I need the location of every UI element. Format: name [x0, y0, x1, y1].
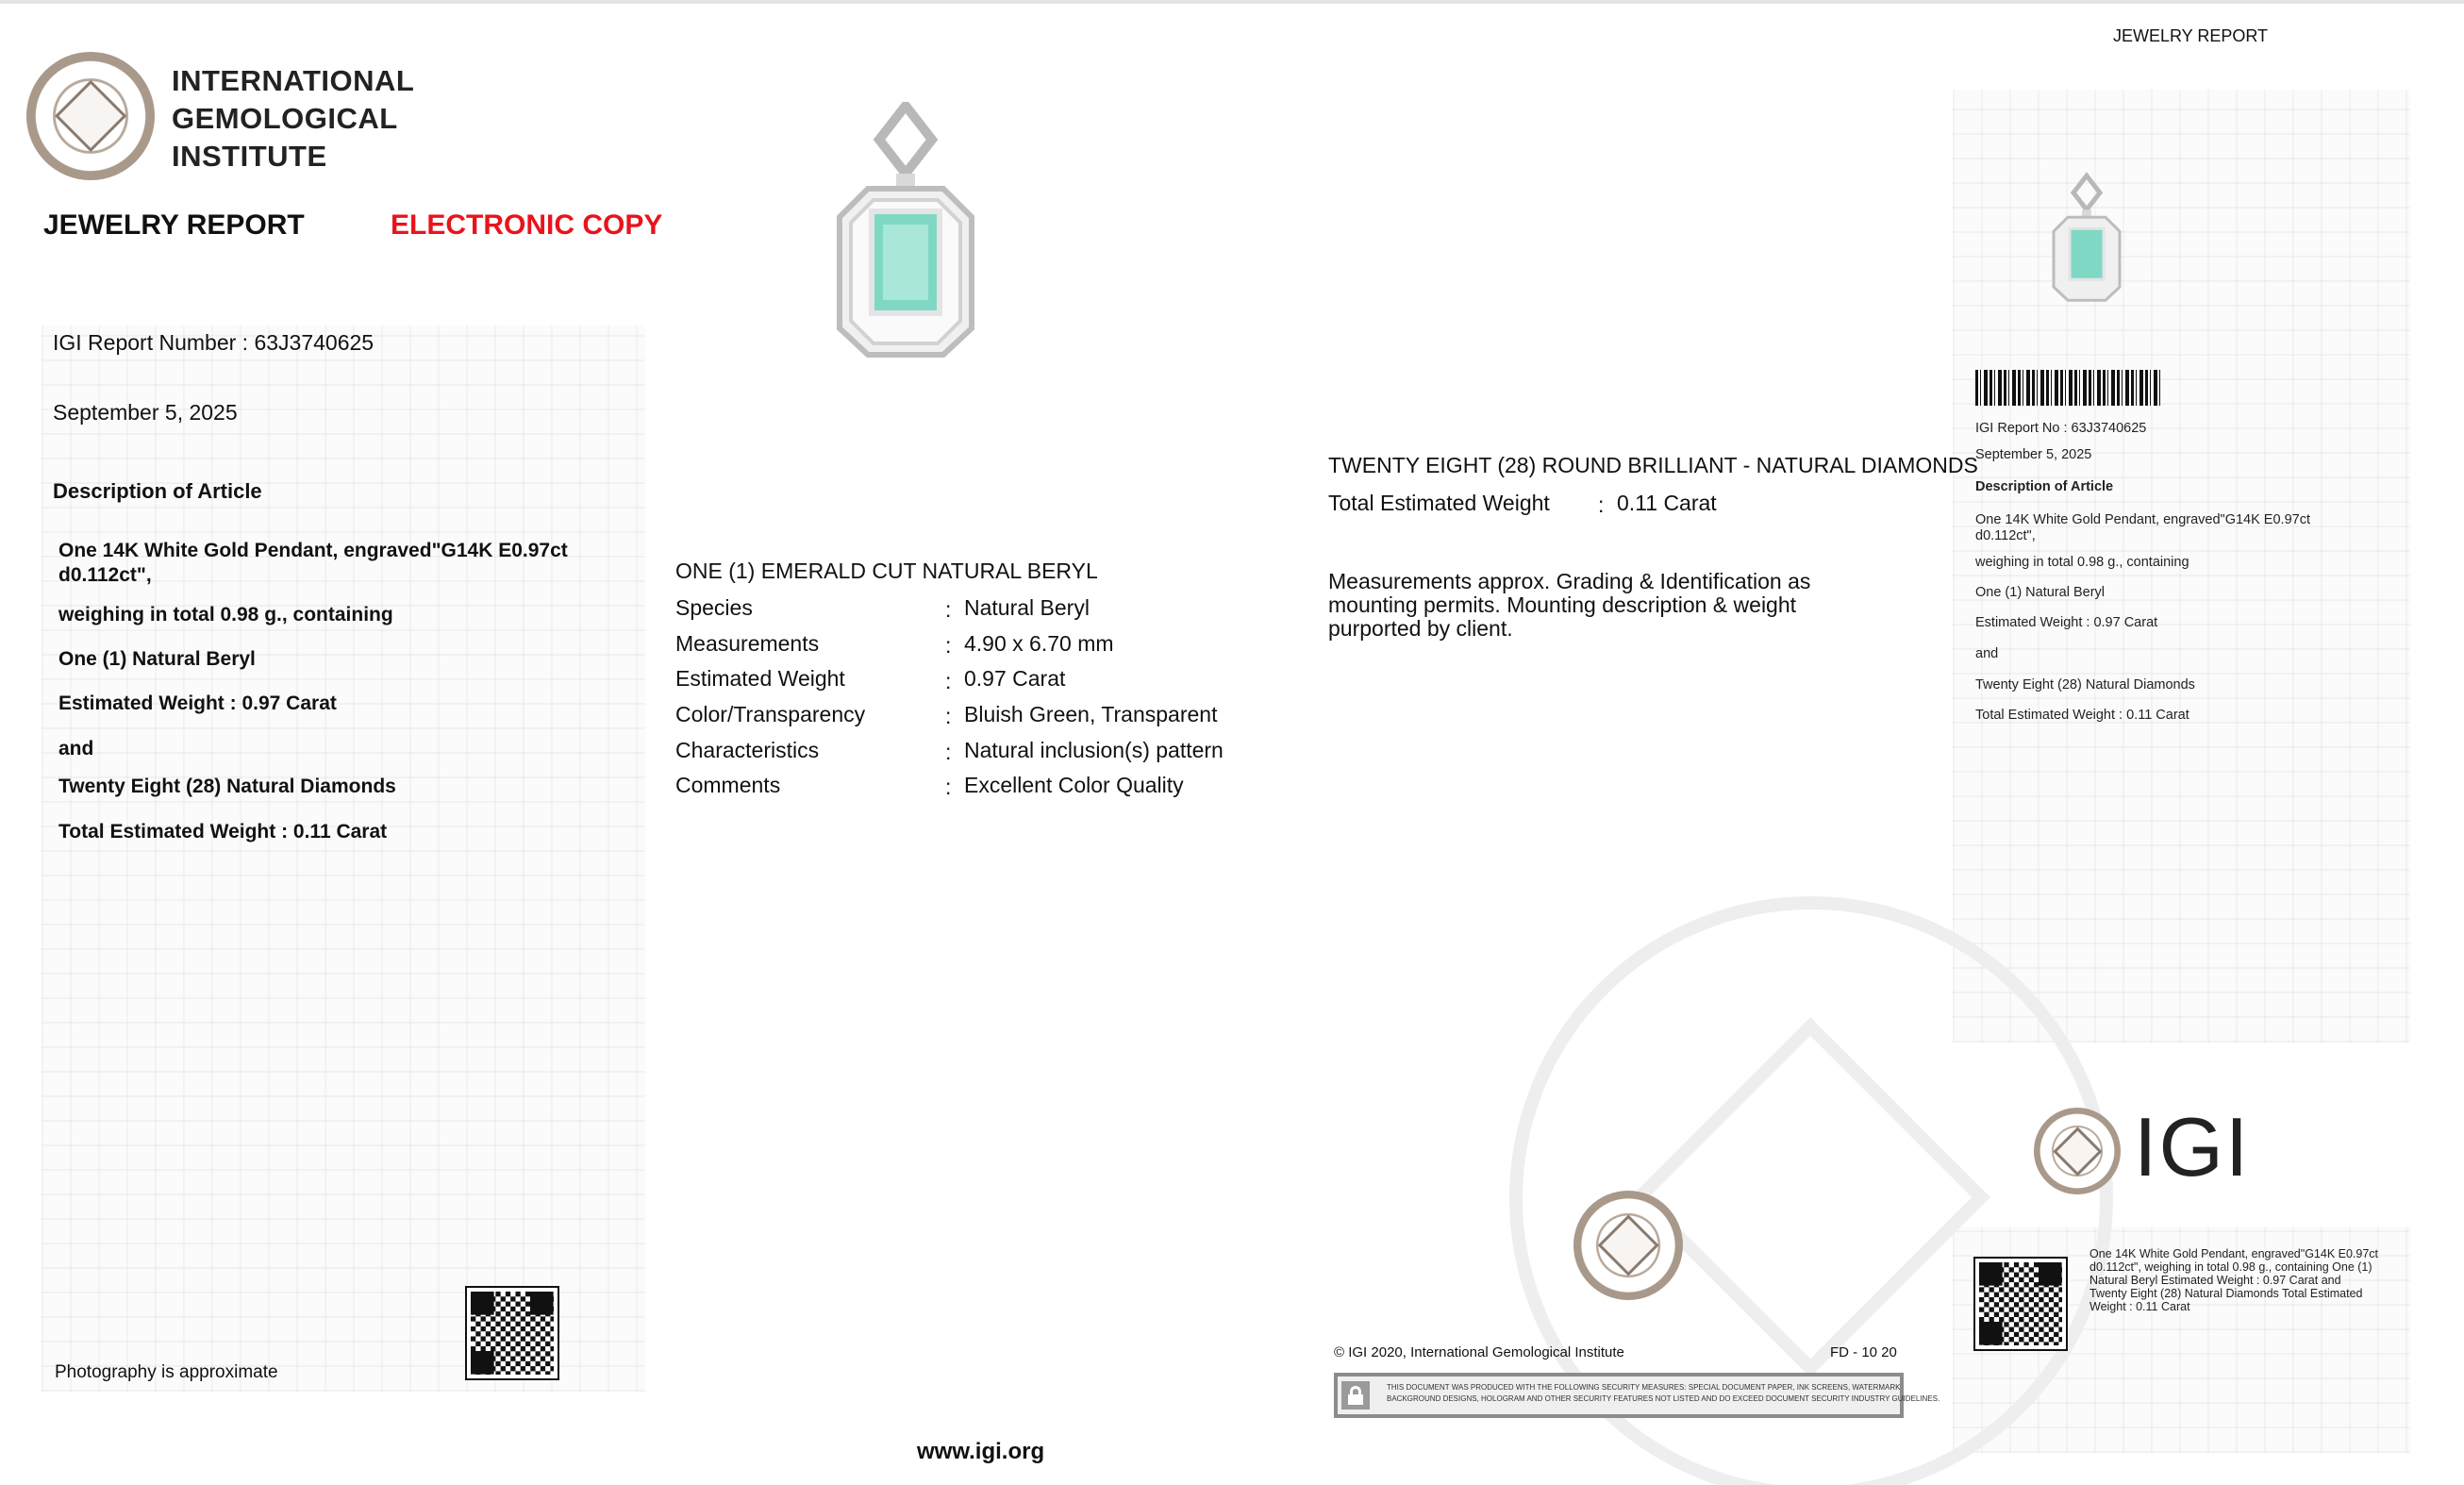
stub-summary-line-3: Natural Beryl Estimated Weight : 0.97 Carat and: [2089, 1274, 2341, 1287]
electronic-copy-label: ELECTRONIC COPY: [391, 209, 663, 241]
security-notice: [1334, 1373, 1940, 1418]
stub-description-heading: Description of Article: [1975, 479, 2114, 494]
qr-code-icon[interactable]: [467, 1288, 558, 1378]
row-value-color: Bluish Green, Transparent: [964, 702, 1218, 726]
stub-summary-line-1: One 14K White Gold Pendant, engraved"G14K E0.97ct: [2089, 1247, 2379, 1260]
row-value-species: Natural Beryl: [964, 595, 1090, 620]
stub-summary: [2089, 1247, 2378, 1313]
stub-line-3: weighing in total 0.98 g., containing: [1975, 555, 2189, 570]
description-heading: Description of Article: [53, 479, 262, 503]
row-value-comments: Excellent Color Quality: [964, 773, 1184, 797]
row-label-characteristics: Characteristics: [675, 738, 820, 762]
stub-summary-line-2: d0.112ct", weighing in total 0.98 g., containing One (1): [2089, 1260, 2372, 1274]
igi-seal-icon-center: [1573, 1191, 1683, 1300]
stub-line-1: One 14K White Gold Pendant, engraved"G14K E0.97ct: [1975, 512, 2310, 527]
igi-seal-icon: [26, 52, 155, 180]
form-code: FD - 10 20: [1830, 1344, 1897, 1360]
desc-line-1: One 14K White Gold Pendant, engraved"G14K E0.97ct: [58, 540, 568, 561]
note-line-1: Measurements approx. Grading & Identification as: [1328, 569, 1811, 593]
stub-report-no: IGI Report No : 63J3740625: [1975, 421, 2147, 436]
website-link[interactable]: www.igi.org: [917, 1439, 1045, 1464]
stub-line-6: and: [1975, 646, 1999, 661]
row-label-species: Species: [675, 595, 753, 620]
row-sep-weight: :: [945, 669, 952, 693]
stub-summary-line-5: Weight : 0.11 Carat: [2089, 1300, 2190, 1313]
pendant-photo: [830, 102, 981, 361]
lock-icon: [1341, 1381, 1370, 1410]
note-line-2: mounting permits. Mounting description & weight: [1328, 592, 1797, 617]
diamonds-total-label: Total Estimated Weight: [1328, 491, 1550, 515]
top-border: [0, 0, 2464, 4]
report-title: JEWELRY REPORT: [43, 209, 305, 241]
stub-summary-line-4: Twenty Eight (28) Natural Diamonds Total Estimated: [2089, 1287, 2363, 1300]
row-sep-measurements: :: [945, 633, 952, 658]
security-text: [1387, 1382, 1940, 1405]
stub-date: September 5, 2025: [1975, 447, 2092, 462]
institute-name-line3: INSTITUTE: [172, 140, 327, 173]
desc-line-7: Twenty Eight (28) Natural Diamonds: [58, 776, 396, 797]
row-value-measurements: 4.90 x 6.70 mm: [964, 631, 1114, 656]
row-label-measurements: Measurements: [675, 631, 820, 656]
stone-title: ONE (1) EMERALD CUT NATURAL BERYL: [675, 559, 1098, 583]
report-date: September 5, 2025: [53, 400, 238, 425]
row-label-weight: Estimated Weight: [675, 666, 845, 691]
stub-line-8: Total Estimated Weight : 0.11 Carat: [1975, 708, 2189, 723]
stub-line-2: d0.112ct",: [1975, 528, 2036, 543]
row-label-comments: Comments: [675, 773, 781, 797]
barcode-icon: [1975, 370, 2160, 406]
desc-line-6: and: [58, 738, 94, 759]
top-right-title: JEWELRY REPORT: [2113, 26, 2269, 45]
note-line-3: purported by client.: [1328, 616, 1513, 641]
desc-line-8: Total Estimated Weight : 0.11 Carat: [58, 821, 388, 843]
row-value-weight: 0.97 Carat: [964, 666, 1066, 691]
row-sep-color: :: [945, 704, 952, 728]
measurement-note: [1328, 570, 1810, 641]
report-number: IGI Report Number : 63J3740625: [53, 330, 375, 355]
row-value-characteristics: Natural inclusion(s) pattern: [964, 738, 1224, 762]
copyright: © IGI 2020, International Gemological Institute: [1334, 1344, 1624, 1360]
security-line-1: THIS DOCUMENT WAS PRODUCED WITH THE FOLLOWING SECURITY MEASURES: SPECIAL DOCUMENT PAPER, INK SCREENS, WATERMARK: [1387, 1383, 1901, 1392]
photo-note: Photography is approximate: [55, 1362, 278, 1382]
stub-line-7: Twenty Eight (28) Natural Diamonds: [1975, 677, 2195, 692]
diamonds-total-sep: :: [1598, 492, 1605, 517]
row-sep-comments: :: [945, 775, 952, 799]
diamonds-title: TWENTY EIGHT (28) ROUND BRILLIANT - NATURAL DIAMONDS: [1328, 453, 1978, 477]
desc-line-3: weighing in total 0.98 g., containing: [58, 604, 393, 626]
row-label-color: Color/Transparency: [675, 702, 866, 726]
igi-seal-icon-stub: [2034, 1108, 2121, 1194]
diamonds-total-value: 0.11 Carat: [1617, 491, 1717, 515]
security-line-2: BACKGROUND DESIGNS, HOLOGRAM AND OTHER SECURITY FEATURES NOT LISTED AND DO EXCEED DOCUMENT SECURITY INDUSTRY GUIDELINES.: [1387, 1394, 1940, 1403]
stub-line-4: One (1) Natural Beryl: [1975, 585, 2105, 600]
row-sep-species: :: [945, 597, 952, 622]
row-sep-characteristics: :: [945, 740, 952, 764]
desc-line-2: d0.112ct",: [58, 564, 152, 586]
stub-qr-code-icon[interactable]: [1975, 1259, 2066, 1349]
institute-name-line2: GEMOLOGICAL: [172, 102, 398, 135]
desc-line-4: One (1) Natural Beryl: [58, 648, 256, 670]
institute-name: [172, 62, 414, 175]
stub-line-5: Estimated Weight : 0.97 Carat: [1975, 615, 2158, 630]
desc-line-5: Estimated Weight : 0.97 Carat: [58, 692, 337, 714]
stub-pendant-photo: [2049, 168, 2124, 309]
institute-name-line1: INTERNATIONAL: [172, 64, 415, 97]
igi-brand: IGI: [2134, 1100, 2251, 1193]
